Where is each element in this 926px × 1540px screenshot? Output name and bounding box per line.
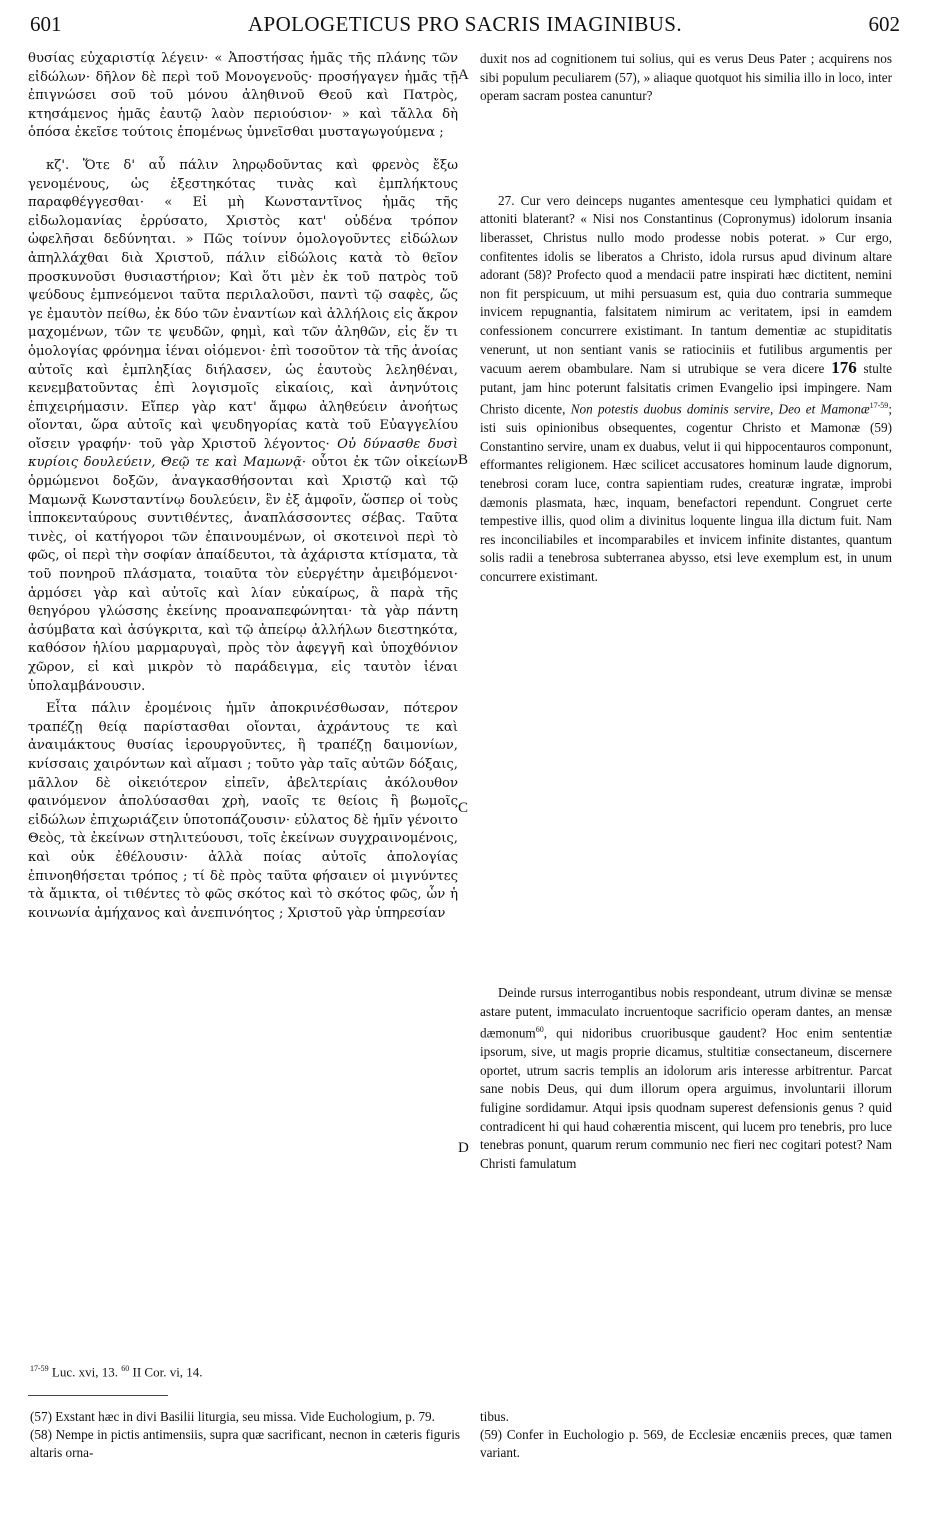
latin-footnote-ref-1: 17-59 [869,401,889,411]
latin-paragraph-3 [480,984,892,1173]
footnotes-left [30,1408,460,1462]
margin-marker-d: D [458,1140,469,1156]
greek-paragraph-1: θυσίας εὐχαριστίᾳ λέγειν· « Ἀποστήσας ἡμᾶς τῆς πλάνης τῶν εἰδώλων· δῆλον δὲ περὶ τοῦ Μονογενοῦς· προσήγαγεν ἡμᾶς τῇ ἐπιγνώσει σοῦ τοῦ μόνου ἀληθινοῦ Θεοῦ καὶ Πατρὸς, κτησάμενος ἡμᾶς ἑαυτῷ λαὸν περιούσιον· » καὶ τἄλλα δὴ ὁπόσα ἐκεῖσε τούτοις ἑπομένως ὑμνεῖσθαι μυσταγωγούμενα ; [28,51,458,141]
latin-column-top [480,50,892,587]
footnote-divider [28,1395,168,1396]
latin-scripture-quote: Non potestis duobus dominis servire, Deo et Mamonæ [570,401,870,417]
scripture-sup-1: 17-59 [30,1364,49,1373]
latin-paragraph-2 [480,192,892,587]
greek-column [28,50,458,923]
latin-paragraph-1: duxit nos ad cognitionem tui solius, qui es verus Deus Pater ; acquirens nos sibi populum peculiarem (57), » aliaque quotquot his similia illo in loco, inter operam sacram postea canuntur? [480,51,892,104]
margin-marker-b: B [458,452,469,468]
margin-marker-c: C [458,800,469,816]
greek-paragraph-2 [28,157,458,696]
latin-paragraph-2-text: 27. Cur vero deinceps nugantes amentesque ceu lymphatici quidam et attoniti blaterant? « Nisi nos Constantinus (Copronymus) idolorum insania liberasset, Christus nullo modo prodesse nobis poterat. » Cur ergo, confitentes idolis se liberatos a Christo, idola rursus apud divinum altare adorant (58)? Profecto quod a mendacii patre inspirati hæc dictitent, nemini non fit perspicuum, ut mihi persuasum est, quia duo contraria summeque invicem repugnantia, falsitatem nimirum ac veritatem, ipsi in eamdem confessionem concurrere existimant. In tantum dementiæ ac stupiditatis venerunt, ut non sentiant vanis se ratiociniis et futilibus argumentis per vacuum aerem obambulare. Nam si utrubique se vera dicere [480,192,892,377]
running-header [22,12,908,40]
latin-paragraph-3-b: , qui nidoribus cruoribusque gaudent? Hoc enim sententiæ ipsorum, sive, ut magis proprie dicamus, stultitiæ consectaneum, discernere oportet, utrum sacris templis an idolorum aris interesse arbitrentur. Parcat sane nobis Deus, qui dum illorum opera arguimus, involuntarii illorum fuligine sordidamur. Atqui ipsis quodnam superest defensionis genus ? quid contradicent hi qui haud cohærentia miscent, qui lucem pro tenebris, pro luce tenebras ponunt, quarum rerum communio nec fieri nec cogitari potest? Nam Christi famulatum [480,1025,892,1171]
scripture-ref-1: Luc. xvi, 13. [48,1364,122,1380]
greek-paragraph-2-text: κζ'. Ὅτε δ' αὖ πάλιν ληρῳδοῦντας καὶ φρενὸς ἔξω γενομένους, ὡς ἐξεστηκότας τινὰς καὶ ἐμπλήκτους παραφθέγγεσθαι· « Εἰ μὴ Κωνσταντῖνος ἡμᾶς τῆς εἰδωλομανίας ἐρρύσατο, Χριστὸς κατ' οὐδένα τρόπον ὠφελῆσαι δεδύνηται. » Πῶς τοίνυν ὁμολογοῦντες εἰδώλων ἀπηλλάχθαι διὰ Χριστοῦ, πάλιν εἰδώλοις κατὰ τὸ θεῖον προσκυνοῦσι θυσιαστήριον; Καὶ ὅτι μὲν ἐκ τοῦ πατρὸς τοῦ ψεύδους ἐμπνεόμενοι ταῦτα περιλαλοῦσι, παντὶ τῷ σαφὲς, ὥς γε ἐμαυτὸν πείθω, ἐκ δύο τῶν ἐναντίων καὶ ἀλλήλοις εἰς ἄκρον μαχομένων, τῶν τε ψευδῶν, φημὶ, καὶ τῶν ἀληθῶν, εἰς ἕν τι ὁμολογίας φρόνημα ἰέναι οἰόμενοι· ἐπὶ τοσοῦτον τὰ τῆς ἀνοίας αὐτοῖς καὶ ἐμπληξίας διήλασεν, ὡς ἑαυτοὺς λεληθέναι, κενεμβατοῦντας ἐπὶ λογισμοῖς εἰκαίοις, καὶ ἀνηνύτοις ἐπιχειρήμασιν. Εἴπερ γὰρ κατ' ἄμφω ἀληθεύειν ἀνοήτως οἴονται, ὥρα αὐτοῖς καὶ ψευδηγορίας κατὰ τοῦ Εὐαγγελίου οἴσειν γραφήν· τοῦ γὰρ Χριστοῦ λέγοντος· [28,157,458,452]
scripture-references [30,1364,460,1380]
page-title: APOLOGETICUS PRO SACRIS IMAGINIBUS. [247,12,683,36]
latin-paragraph-3-a: Deinde rursus interrogantibus nobis respondeant, utrum divinæ se mensæ astare putent, immaculato incruentoque sacrificio operam dantes, an mensæ dæmonum [480,985,892,1041]
footnote-57: (57) Exstant hæc in divi Basilii liturgia, seu missa. Vide Euchologium, p. 79. [30,1409,435,1424]
page-reference-number: 176 [831,358,857,378]
page-number-right: 602 [868,12,900,36]
page-number-left: 601 [30,12,62,36]
latin-footnote-ref-2: 60 [535,1025,544,1035]
footnote-58: (58) Nempe in pictis antimensiis, supra quæ sacrificant, necnon in cæteris figuris altaris orna- [30,1427,460,1460]
latin-paragraph-2-tail: ; isti suis opinionibus obsequentes, cogentur Christo et Mamonæ (59) Constantino servire, unam ex duabus, velut ii qui hippocentauros componunt, efformantes religionem. Hæc scilicet accusatores hominum laude dignorum, tenebrosi coram luce, contra sapientiam rudes, creaturæ ingratæ, improbi dæmonis plasmata, hæc, inquam, benefactori rependunt. Congruet certe tempestive illis, quod olim a divinitus loquente lingua illa dictum fuit. Nam res inconciliabiles et incomparabiles et invicem infinite distantes, quantum solis radii a tenebrosa subterranea abyssο, etsi leve exemplum est, in unum concurrere existimant. [480,401,892,585]
margin-marker-a: A [458,67,469,83]
footnote-59: (59) Confer in Euchologio p. 569, de Ecclesiæ encæniis preces, quæ tamen variant. [480,1427,892,1460]
greek-paragraph-2-tail: · οὗτοι ἐκ τῶν οἰκείων ὁρμώμενοι δοξῶν, ἀναγκασθήσονται καὶ Χριστῷ καὶ τῷ Μαμωνᾷ Κωνσταντίνῳ δουλεύειν, ἓν ἐξ ἀμφοῖν, ὥσπερ οἱ τοὺς ἱπποκενταύρους συντιθέντες, ἀναπλάσσοντες σέβας. Ταῦτα τινὲς, οἱ κατήγοροι τῶν ἐπαινουμένων, οἱ σκοτεινοὶ περὶ τὸ φῶς, οἱ περὶ τὴν σοφίαν ἀπαίδευτοι, τὰ ἀχάριστα κτίσματα, τὰ τοῦ πονηροῦ πλάσματα, τοιαῦτα τὸν εὐεργέτην ἀμειβόμενοι· ἁρμόσει γὰρ καὶ αὐτοῖς καὶ λίαν εὐκαίρως, ἃ παρὰ τῆς θεηγόρου γλώσσης ἐκείνης προαναπεφώνηται· τὰ γὰρ πάντη ἀσύμβατα καὶ ἀσύγκριτα, καὶ τῷ ἀπείρῳ ἀλλήλων διεστηκότα, καθόσον ἡλίου μαρμαρυγαὶ, πρὸς τὸν ἀφεγγῆ καὶ ὑποχθόνιον χῶρον, εἰ καὶ μικρὸν τὸ παράδειγμα, εἰς ταυτὸν ἰέναι ὑπολαμβάνουσιν. [28,455,458,694]
footnote-58-continued: tibus. [480,1409,509,1424]
greek-paragraph-3: Εἶτα πάλιν ἐρομένοις ἡμῖν ἀποκρινέσθωσαν, πότερον τραπέζῃ θείᾳ παρίστασθαι οἴονται, ἀχράντους τε καὶ ἀναιμάκτους θυσίας ἱερουργοῦντες, ἢ τραπέζῃ δαιμονίων, κνίσσαις χαιρόντων καὶ αἵμασι ; τοῦτο γὰρ ταῖς αὐτῶν δόξαις, μᾶλλον δὲ οἰκειότερον εἰπεῖν, ἀβελτερίαις ἀκόλουθον φαινόμενον ἀπολύσασθαι χρὴ, ναοῖς τε θείοις ἢ βωμοῖς εἰδώλων ἐπιχωριάζειν ὑποτοπάζουσιν· εὐλατος δὲ ἡμῖν γένοιτο Θεὸς, τὰ ἐκείνων στηλιτεύουσι, τοῖς ἐκείνων συγχραινομένοις, καὶ οὐκ ἐθέλουσιν· ἀλλὰ ποίας αὐτοῖς ἀπολογίας ἐπινοηθήσεται τρόπος ; τί δὲ πρὸς ταῦτα φήσαιεν οἱ μιγνύντες τὰ ἄμικτα, οἱ τιθέντες τὸ φῶς σκότος καὶ τὸ σκότος φῶς, ὧν ἡ κοινωνία ἀμήχανος καὶ ἀνεπινόητος ; Χριστοῦ γὰρ ὑπηρεσίαν [28,701,458,921]
scripture-sup-2: 60 [121,1364,130,1373]
latin-column-bottom [480,984,892,1173]
scripture-ref-2: II Cor. vi, 14. [129,1364,203,1380]
footnotes-right [480,1408,892,1462]
greek-scripture-quote: Οὐ δύνασθε δυσὶ κυρίοις δουλεύειν, Θεῷ τε καὶ Μαμωνᾷ [28,436,458,471]
latin-paragraph-2-mid: stulte putant, jam hinc poterunt falsitatis crimen Evangelio ipsi impingere. Nam Christo dicente, [480,361,893,417]
